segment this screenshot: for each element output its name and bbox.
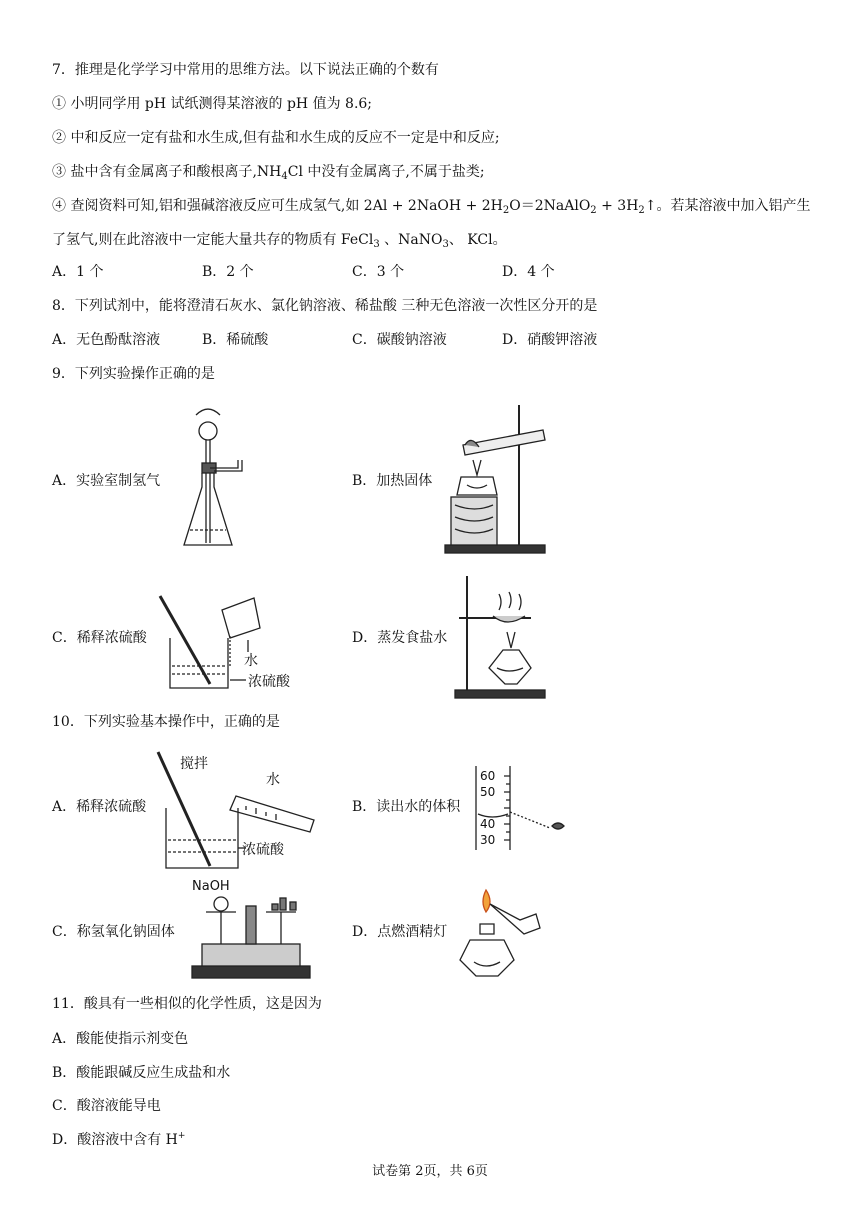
water-label: 水 (266, 772, 280, 788)
q9-option-d[interactable]: D．蒸发食盐水 (352, 630, 448, 646)
q9-option-c[interactable]: C．稀释浓硫酸 (52, 630, 147, 646)
naoh-label: NaOH (192, 879, 230, 894)
q10-option-c[interactable]: C．称氢氧化钠固体 (52, 924, 175, 940)
q9-option-a[interactable]: A．实验室制氢气 (52, 473, 161, 489)
dilute-acid-figure-a (150, 588, 330, 698)
q7-statement-1: ① 小明同学用 pH 试纸测得某溶液的 pH 值为 8.6; (52, 96, 373, 112)
acid-label: 浓硫酸 (248, 674, 290, 690)
hydrogen-generator-figure (180, 405, 250, 555)
q9-option-b[interactable]: B．加热固体 (352, 473, 433, 489)
q11-option-c[interactable]: C．酸溶液能导电 (52, 1098, 161, 1114)
q11-stem: 11．酸具有一些相似的化学性质，这是因为 (52, 996, 322, 1012)
cylinder-reading-figure (470, 762, 580, 856)
evaporate-figure (445, 572, 555, 702)
q7-option-b[interactable]: B．2 个 (202, 264, 254, 280)
q7-statement-2: ② 中和反应一定有盐和水生成,但有盐和水生成的反应不一定是中和反应; (52, 130, 500, 146)
q11-option-a[interactable]: A．酸能使指示剂变色 (52, 1031, 189, 1047)
q7-option-d[interactable]: D．4 个 (502, 264, 555, 280)
dilute-acid-figure-b (150, 748, 330, 876)
q7-option-c[interactable]: C．3 个 (352, 264, 405, 280)
alcohol-lamp-figure (450, 884, 550, 980)
scale-30: 30 (480, 833, 496, 847)
stir-label: 搅拌 (180, 756, 208, 772)
scale-60: 60 (480, 769, 496, 783)
q10-option-b[interactable]: B．读出水的体积 (352, 799, 461, 815)
q7-option-a[interactable]: A．1 个 (52, 264, 104, 280)
scale-40: 40 (480, 817, 496, 831)
q8-option-d[interactable]: D．硝酸钾溶液 (502, 332, 598, 348)
water-label: 水 (244, 653, 258, 669)
q11-option-b[interactable]: B．酸能跟碱反应生成盐和水 (52, 1065, 231, 1081)
q10-stem: 10．下列实验基本操作中，正确的是 (52, 714, 280, 730)
q11-option-d[interactable]: D．酸溶液中含有 H+ (52, 1131, 186, 1148)
q10-option-d[interactable]: D．点燃酒精灯 (352, 924, 448, 940)
q8-stem: 8．下列试剂中，能将澄清石灰水、氯化钠溶液、稀盐酸 三种无色溶液一次性区分开的是 (52, 298, 598, 314)
heat-solid-figure (435, 405, 555, 555)
q8-option-c[interactable]: C．碳酸钠溶液 (352, 332, 447, 348)
scale-50: 50 (480, 785, 496, 799)
q8-option-a[interactable]: A．无色酚酞溶液 (52, 332, 161, 348)
q7-stem: 7．推理是化学学习中常用的思维方法。以下说法正确的个数有 (52, 62, 439, 78)
balance-naoh-figure (188, 876, 314, 980)
page-footer: 试卷第 2页，共 6页 (372, 1164, 488, 1179)
q8-option-b[interactable]: B．稀硫酸 (202, 332, 269, 348)
q7-statement-4: ④ 查阅资料可知,铝和强碱溶液反应可生成氢气,如 2Al + 2NaOH + $2H_2O=2NaAlO_2$ + $3H_2↑$。若某溶液中加入铝产生 (52, 198, 811, 216)
q7-statement-4-cont: 了氢气,则在此溶液中一定能大量共存的物质有 FeCl$_3$ 、NaNO$_3$、 KCl。 (52, 232, 507, 250)
q7-statement-3: ③ 盐中含有金属离子和酸根离子$,NH_4Cl$ 中没有金属离子,不属于盐类; (52, 164, 485, 182)
q9-stem: 9．下列实验操作正确的是 (52, 366, 215, 382)
acid-label: 浓硫酸 (242, 842, 284, 858)
q10-option-a[interactable]: A．稀释浓硫酸 (52, 799, 147, 815)
